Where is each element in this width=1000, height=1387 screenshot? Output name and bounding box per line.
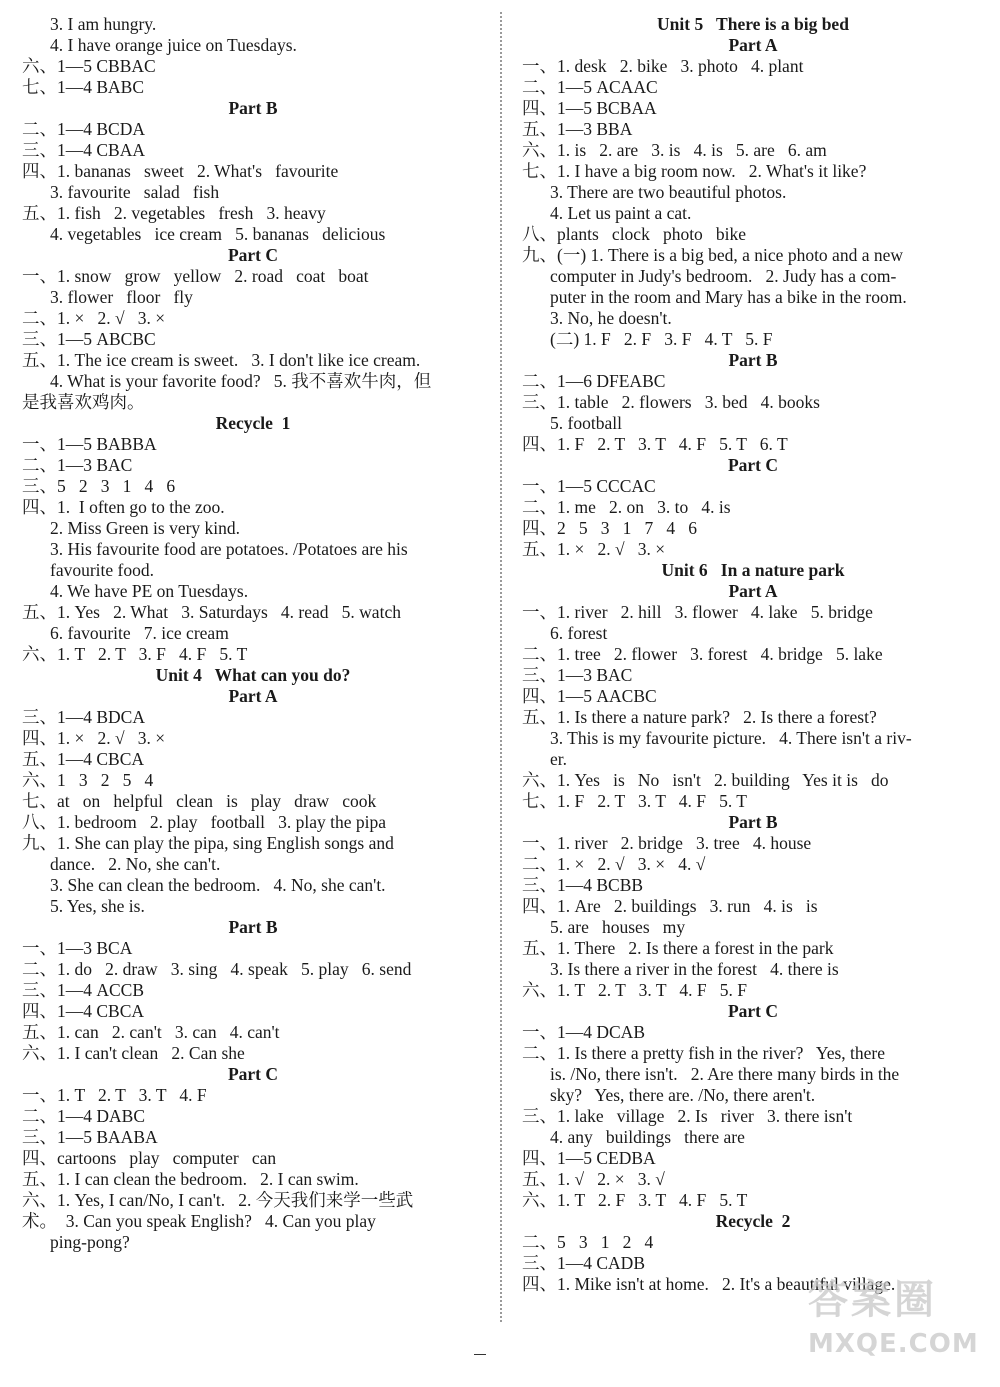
left-answer-line: 2. Miss Green is very kind. xyxy=(50,518,241,538)
left-answer-line: 四、1—4 CBCA xyxy=(22,1001,145,1021)
page-number-dash xyxy=(474,1354,486,1355)
left-answer-line: 术。 3. Can you speak English? 4. Can you play xyxy=(22,1211,376,1231)
right-answer-line: er. xyxy=(550,749,568,769)
right-answer-line: 四、2 5 3 1 7 4 6 xyxy=(522,518,697,538)
right-section-heading: Recycle 2 xyxy=(715,1211,791,1231)
watermark xyxy=(808,1268,998,1384)
right-answer-line: 六、1. is 2. are 3. is 4. is 5. are 6. am xyxy=(522,140,827,160)
left-answer-line: 三、1—4 BDCA xyxy=(22,707,145,727)
right-answer-line: 五、1. √ 2. × 3. √ xyxy=(522,1169,665,1189)
left-answer-line: 3. His favourite food are potatoes. /Potatoes are his xyxy=(50,539,408,559)
right-answer-line: 九、(一) 1. There is a big bed, a nice photo and a new xyxy=(522,245,903,265)
left-answer-line: ping-pong? xyxy=(50,1232,130,1252)
right-section-heading: Unit 5 There is a big bed xyxy=(657,14,849,34)
right-answer-line: (二) 1. F 2. F 3. F 4. T 5. F xyxy=(550,329,773,349)
left-answer-line: 四、1. I often go to the zoo. xyxy=(22,497,225,517)
column-divider xyxy=(500,12,502,1322)
left-answer-line: 五、1. fish 2. vegetables fresh 3. heavy xyxy=(22,203,326,223)
right-answer-line: 二、1. me 2. on 3. to 4. is xyxy=(522,497,731,517)
left-answer-line: 九、1. She can play the pipa, sing English songs and xyxy=(22,833,394,853)
right-answer-line: 5. football xyxy=(550,413,622,433)
left-answer-line: 六、1. I can't clean 2. Can she xyxy=(22,1043,245,1063)
right-answer-line: puter in the room and Mary has a bike in the room. xyxy=(550,287,907,307)
right-answer-line: 二、1. Is there a pretty fish in the river? Yes, there xyxy=(522,1043,886,1063)
right-answer-line: 六、1. T 2. T 3. T 4. F 5. F xyxy=(522,980,747,1000)
left-answer-line: 六、1. Yes, I can/No, I can't. 2. 今天我们来学一些武 xyxy=(22,1190,414,1210)
left-answer-line: 七、1—4 BABC xyxy=(22,77,145,97)
watermark-url: MXQE.COM xyxy=(808,1329,979,1359)
left-answer-line: 三、1—4 CBAA xyxy=(22,140,145,160)
left-section-heading: Recycle 1 xyxy=(215,413,291,433)
right-answer-line: 二、1. tree 2. flower 3. forest 4. bridge 5. lake xyxy=(522,644,883,664)
right-answer-line: 6. forest xyxy=(550,623,608,643)
left-answer-line: 四、cartoons play computer can xyxy=(22,1148,277,1168)
right-answer-line: 一、1. desk 2. bike 3. photo 4. plant xyxy=(522,56,804,76)
left-answer-line: 4. What is your favorite food? 5. 我不喜欢牛肉，但 xyxy=(50,371,432,391)
right-answer-line: 三、1—4 CADB xyxy=(522,1253,645,1273)
left-answer-line: 一、1. snow grow yellow 2. road coat boat xyxy=(22,266,369,286)
right-answer-line: 四、1. Are 2. buildings 3. run 4. is is xyxy=(522,896,818,916)
right-answer-line: 4. Let us paint a cat. xyxy=(550,203,692,223)
right-answer-line: 二、5 3 1 2 4 xyxy=(522,1232,654,1252)
right-answer-line: 四、1—5 BCBAA xyxy=(522,98,657,118)
left-answer-line: 6. favourite 7. ice cream xyxy=(50,623,229,643)
left-answer-line: 二、1—4 BCDA xyxy=(22,119,145,139)
right-answer-line: 3. There are two beautiful photos. xyxy=(550,182,787,202)
right-answer-line: 三、1—3 BAC xyxy=(522,665,633,685)
right-answer-line: is. /No, there isn't. 2. Are there many birds in the xyxy=(550,1064,900,1084)
left-answer-line: 五、1. can 2. can't 3. can 4. can't xyxy=(22,1022,280,1042)
right-section-heading: Part C xyxy=(727,455,779,475)
left-answer-column xyxy=(22,14,484,1253)
right-section-heading: Part B xyxy=(728,812,778,832)
right-answer-line: 八、plants clock photo bike xyxy=(522,224,747,244)
left-answer-line: 四、1. bananas sweet 2. What's favourite xyxy=(22,161,339,181)
left-answer-line: 四、1. × 2. √ 3. × xyxy=(22,728,166,748)
right-answer-line: 3. No, he doesn't. xyxy=(550,308,672,328)
left-answer-line: 3. flower floor fly xyxy=(50,287,193,307)
left-answer-line: 三、5 2 3 1 4 6 xyxy=(22,476,176,496)
right-section-heading: Part A xyxy=(728,35,778,55)
left-answer-line: favourite food. xyxy=(50,560,154,580)
left-answer-line: 3. She can clean the bedroom. 4. No, she can't. xyxy=(50,875,386,895)
left-answer-line: dance. 2. No, she can't. xyxy=(50,854,221,874)
left-answer-line: 一、1. T 2. T 3. T 4. F xyxy=(22,1085,207,1105)
left-answer-line: 二、1. × 2. √ 3. × xyxy=(22,308,166,328)
right-answer-line: 四、1. F 2. T 3. T 4. F 5. T 6. T xyxy=(522,434,788,454)
right-answer-line: 六、1. Yes is No isn't 2. building Yes it is do xyxy=(522,770,889,790)
left-answer-line: 二、1—3 BAC xyxy=(22,455,133,475)
right-answer-line: 六、1. T 2. F 3. T 4. F 5. T xyxy=(522,1190,748,1210)
left-answer-line: 是我喜欢鸡肉。 xyxy=(22,392,145,412)
right-answer-line: 二、1—5 ACAAC xyxy=(522,77,658,97)
right-answer-line: 一、1—5 CCCAC xyxy=(522,476,656,496)
left-answer-line: 三、1—5 ABCBC xyxy=(22,329,156,349)
left-answer-line: 六、1—5 CBBAC xyxy=(22,56,156,76)
right-answer-line: 五、1. × 2. √ 3. × xyxy=(522,539,666,559)
right-answer-line: 四、1. Mike isn't at home. 2. It's a beautiful village. xyxy=(522,1274,896,1294)
right-section-heading: Part B xyxy=(728,350,778,370)
left-section-heading: Part B xyxy=(228,917,278,937)
left-answer-line: 五、1—4 CBCA xyxy=(22,749,145,769)
left-section-heading: Part B xyxy=(228,98,278,118)
right-answer-line: 一、1. river 2. hill 3. flower 4. lake 5. bridge xyxy=(522,602,873,622)
left-answer-line: 一、1—3 BCA xyxy=(22,938,133,958)
left-answer-line: 一、1—5 BABBA xyxy=(22,434,157,454)
right-answer-line: 一、1—4 DCAB xyxy=(522,1022,645,1042)
right-answer-line: 五、1—3 BBA xyxy=(522,119,633,139)
right-answer-line: 3. Is there a river in the forest 4. there is xyxy=(550,959,839,979)
right-answer-line: 4. any buildings there are xyxy=(550,1127,745,1147)
left-answer-line: 3. I am hungry. xyxy=(50,14,157,34)
left-answer-line: 4. I have orange juice on Tuesdays. xyxy=(50,35,297,55)
left-answer-line: 五、1. The ice cream is sweet. 3. I don't like ice cream. xyxy=(22,350,421,370)
left-answer-line: 4. vegetables ice cream 5. bananas delicious xyxy=(50,224,386,244)
left-answer-line: 五、1. I can clean the bedroom. 2. I can swim. xyxy=(22,1169,359,1189)
right-answer-line: 五、1. There 2. Is there a forest in the park xyxy=(522,938,834,958)
right-answer-line: 四、1—5 CEDBA xyxy=(522,1148,656,1168)
right-answer-line: 二、1. × 2. √ 3. × 4. √ xyxy=(522,854,706,874)
left-answer-line: 七、at on helpful clean is play draw cook xyxy=(22,791,377,811)
right-answer-line: 三、1. lake village 2. Is river 3. there isn't xyxy=(522,1106,853,1126)
left-answer-line: 六、1 3 2 5 4 xyxy=(22,770,154,790)
left-answer-line: 三、1—4 ACCB xyxy=(22,980,145,1000)
right-answer-line: 五、1. Is there a nature park? 2. Is there a forest? xyxy=(522,707,877,727)
left-answer-line: 5. Yes, she is. xyxy=(50,896,145,916)
right-answer-line: 5. are houses my xyxy=(550,917,686,937)
right-answer-line: 3. This is my favourite picture. 4. There isn't a riv- xyxy=(550,728,912,748)
right-section-heading: Part A xyxy=(728,581,778,601)
right-answer-line: 二、1—6 DFEABC xyxy=(522,371,666,391)
right-section-heading: Part C xyxy=(727,1001,779,1021)
left-answer-line: 三、1—5 BAABA xyxy=(22,1127,158,1147)
right-answer-line: 四、1—5 AACBC xyxy=(522,686,657,706)
left-answer-line: 3. favourite salad fish xyxy=(50,182,220,202)
left-answer-line: 六、1. T 2. T 3. F 4. F 5. T xyxy=(22,644,248,664)
right-answer-column xyxy=(522,14,984,1295)
left-section-heading: Part C xyxy=(227,245,279,265)
right-section-heading: Unit 6 In a nature park xyxy=(661,560,845,580)
right-answer-line: sky? Yes, there are. /No, there aren't. xyxy=(550,1085,816,1105)
left-answer-line: 二、1. do 2. draw 3. sing 4. speak 5. play 6. send xyxy=(22,959,412,979)
right-answer-line: 三、1—4 BCBB xyxy=(522,875,644,895)
left-section-heading: Unit 4 What can you do? xyxy=(155,665,351,685)
left-answer-line: 二、1—4 DABC xyxy=(22,1106,145,1126)
right-answer-line: 七、1. F 2. T 3. T 4. F 5. T xyxy=(522,791,747,811)
left-section-heading: Part A xyxy=(228,686,278,706)
left-answer-line: 五、1. Yes 2. What 3. Saturdays 4. read 5. watch xyxy=(22,602,401,622)
left-answer-line: 八、1. bedroom 2. play football 3. play the pipa xyxy=(22,812,387,832)
right-answer-line: 七、1. I have a big room now. 2. What's it like? xyxy=(522,161,867,181)
left-answer-line: 4. We have PE on Tuesdays. xyxy=(50,581,249,601)
right-answer-line: 三、1. table 2. flowers 3. bed 4. books xyxy=(522,392,820,412)
left-section-heading: Part C xyxy=(227,1064,279,1084)
right-answer-line: computer in Judy's bedroom. 2. Judy has a com- xyxy=(550,266,897,286)
right-answer-line: 一、1. river 2. bridge 3. tree 4. house xyxy=(522,833,812,853)
watermark-logo-text: 答案圈 xyxy=(808,1277,937,1323)
